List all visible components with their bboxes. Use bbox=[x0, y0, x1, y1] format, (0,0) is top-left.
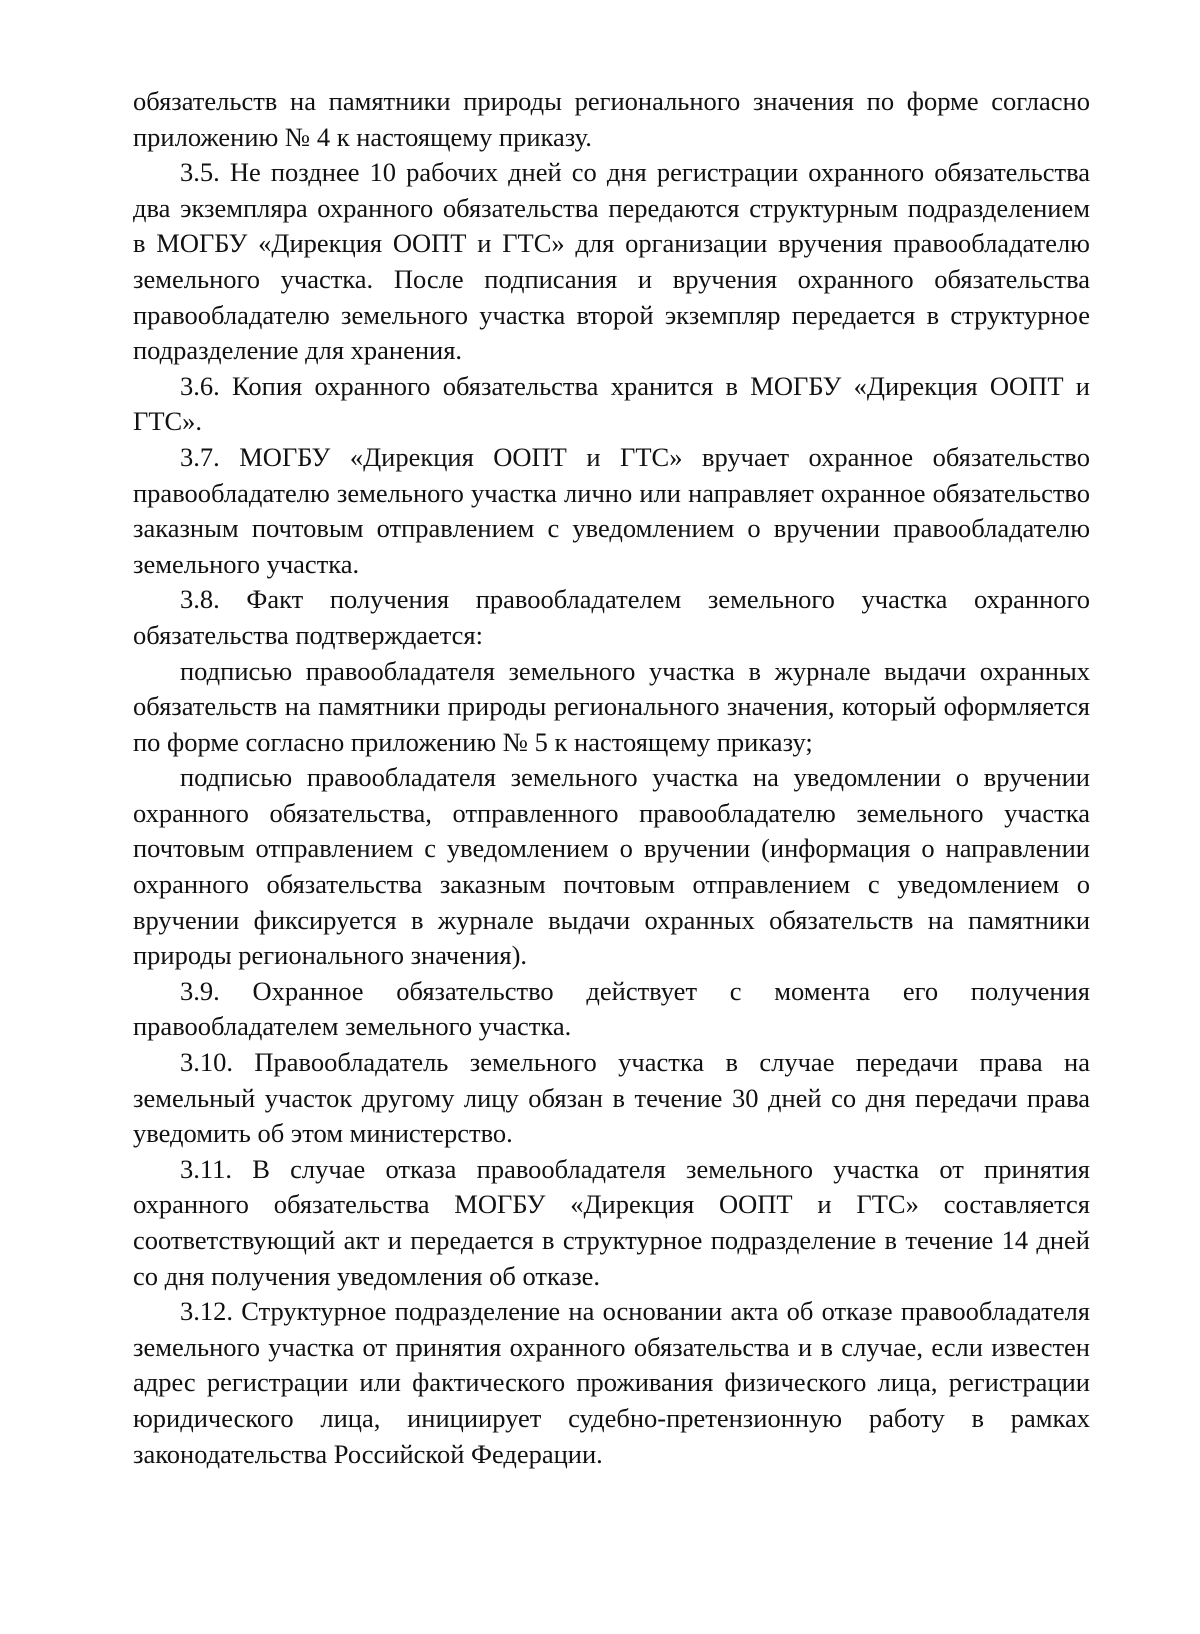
paragraph-3-9: 3.9. Охранное обязательство действует с момента его получения правообладателем земельного участка. bbox=[133, 975, 1090, 1042]
paragraph-3-12: 3.12. Структурное подразделение на основании акта об отказе правообладателя земельного участка от принятия охранного обязательства и в случае, если известен адрес регистрации или фактического проживания физического лица, регистрации юридического лица, инициирует судебно-претензионную работу в рамках законодательства Российской Федерации. bbox=[133, 1296, 1090, 1469]
paragraph-3-8-item-1: подписью правообладателя земельного участка в журнале выдачи охранных обязательств на памятники природы регионального значения, который оформляется по форме согласно приложению № 5 к настоящему приказу; bbox=[133, 655, 1090, 757]
paragraph-3-5: 3.5. Не позднее 10 рабочих дней со дня регистрации охранного обязательства два экземпляра охранного обязательства передаются структурным подразделением в МОГБУ «Дирекция ООПТ и ГТС» для организации вручения правообладателю земельного участка. После подписания и вручения охранного обязательства правообладателю земельного участка второй экземпляр передается в структурное подразделение для хранения. bbox=[133, 157, 1090, 366]
paragraph-3-7: 3.7. МОГБУ «Дирекция ООПТ и ГТС» вручает охранное обязательство правообладателю земельного участка лично или направляет охранное обязательство заказным почтовым отправлением с уведомлением о вручении правообладателю земельного участка. bbox=[133, 441, 1090, 579]
document-body bbox=[133, 84, 1090, 1472]
paragraph-3-11: 3.11. В случае отказа правообладателя земельного участка от принятия охранного обязательства МОГБУ «Дирекция ООПТ и ГТС» составляется соответствующий акт и передается в структурное подразделение в течение 14 дней со дня получения уведомления об отказе. bbox=[133, 1153, 1090, 1291]
paragraph-3-10: 3.10. Правообладатель земельного участка в случае передачи права на земельный участок другому лицу обязан в течение 30 дней со дня передачи права уведомить об этом министерство. bbox=[133, 1047, 1090, 1149]
paragraph-3-8-item-2: подписью правообладателя земельного участка на уведомлении о вручении охранного обязательства, отправленного правообладателю земельного участка почтовым отправлением с уведомлением о вручении (информация о направлении охранного обязательства заказным почтовым отправлением с уведомлением о вручении фиксируется в журнале выдачи охранных обязательств на памятники природы регионального значения). bbox=[133, 762, 1090, 971]
paragraph-3-8: 3.8. Факт получения правообладателем земельного участка охранного обязательства подтверждается: bbox=[133, 584, 1090, 650]
paragraph-3-6: 3.6. Копия охранного обязательства хранится в МОГБУ «Дирекция ООПТ и ГТС». bbox=[133, 370, 1090, 437]
paragraph-continuation: обязательств на памятники природы регионального значения по форме согласно приложению № 4 к настоящему приказу. bbox=[133, 86, 1090, 152]
